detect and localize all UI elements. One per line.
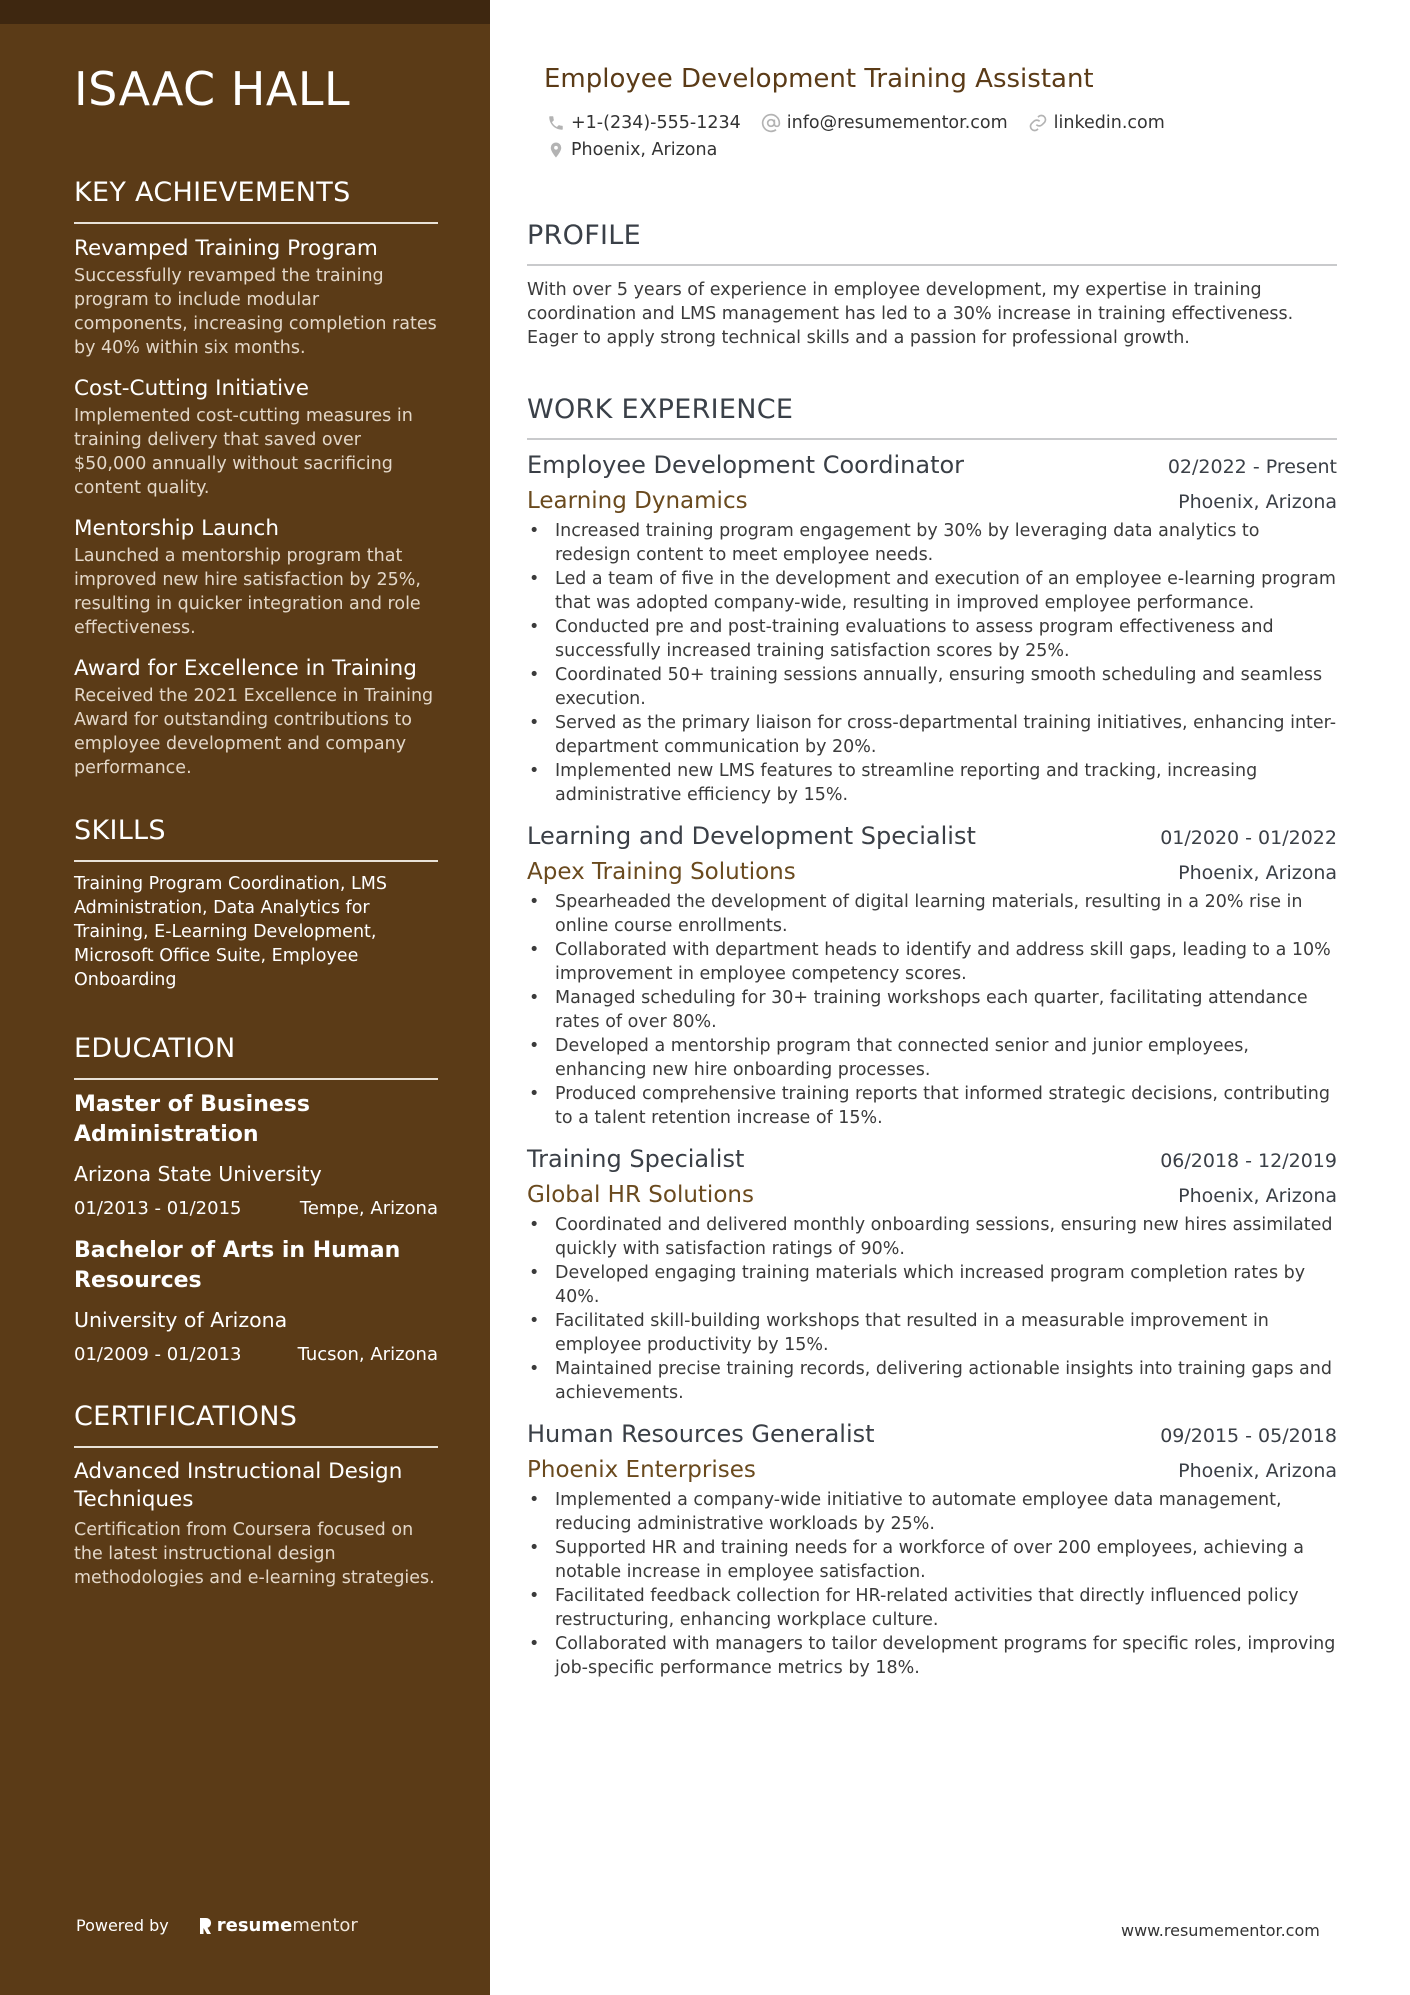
profile-text: With over 5 years of experience in employee development, my expertise in training coordination and LMS management has led to a 30% increase in training effectiveness. Eager to apply strong technical skills and a passion for professional growth. bbox=[527, 280, 1294, 348]
education-dates: 01/2009 - 01/2013 bbox=[74, 1344, 242, 1365]
achievement-description: Received the 2021 Excellence in Training Award for outstanding contributions to employee development and company performance. bbox=[74, 686, 434, 778]
location-pin-icon bbox=[547, 140, 565, 160]
resumementor-logo[interactable] bbox=[197, 1915, 358, 1936]
phone-icon bbox=[547, 114, 565, 132]
achievement-item bbox=[74, 654, 438, 780]
job-role: Employee Development Coordinator bbox=[527, 451, 965, 479]
job-bullet: • Managed scheduling for 30+ training workshops each quarter, facilitating attendance rates of over 80%. bbox=[527, 986, 1337, 1034]
achievement-title: Cost-Cutting Initiative bbox=[74, 376, 310, 401]
job-bullet: • Increased training program engagement by 30% by leveraging data analytics to redesign content to meet employee needs. bbox=[527, 519, 1337, 567]
education-location: Tucson, Arizona bbox=[297, 1344, 438, 1365]
contact-location bbox=[547, 140, 717, 160]
contact-row bbox=[547, 113, 1185, 133]
job-header bbox=[527, 819, 1337, 853]
achievement-item bbox=[74, 234, 438, 360]
skills-list: Training Program Coordination, LMS Administration, Data Analytics for Training, E-Learning Development, Microsoft Office Suite, Employee Onboarding bbox=[74, 874, 387, 990]
job-bullets bbox=[527, 519, 1337, 807]
job-bullet: • Served as the primary liaison for cross-departmental training initiatives, enhancing inter-department communication by 20%. bbox=[527, 711, 1337, 759]
phone-text: +1-(234)-555-1234 bbox=[571, 113, 741, 133]
job-role: Human Resources Generalist bbox=[527, 1420, 875, 1448]
education-school: Arizona State University bbox=[74, 1162, 322, 1186]
job-company: Apex Training Solutions bbox=[527, 859, 796, 885]
education-item bbox=[74, 1236, 438, 1368]
job-bullet: • Spearheaded the development of digital learning materials, resulting in a 20% rise in online course enrollments. bbox=[527, 890, 1337, 938]
job-bullet: • Implemented new LMS features to streamline reporting and tracking, increasing administrative efficiency by 15%. bbox=[527, 759, 1337, 807]
contact-email[interactable] bbox=[761, 113, 1008, 133]
job-header bbox=[527, 1142, 1337, 1176]
website-link[interactable]: www.resumementor.com bbox=[1121, 1921, 1320, 1940]
job-company: Global HR Solutions bbox=[527, 1182, 754, 1208]
email-text: info@resumementor.com bbox=[786, 113, 1008, 133]
job-bullets bbox=[527, 890, 1337, 1130]
candidate-name: ISAAC HALL bbox=[74, 62, 351, 116]
education-meta bbox=[74, 1342, 438, 1368]
contact-row-location bbox=[547, 140, 737, 160]
location-text: Phoenix, Arizona bbox=[571, 140, 718, 160]
education-location: Tempe, Arizona bbox=[299, 1198, 438, 1219]
certifications-heading: CERTIFICATIONS bbox=[74, 1400, 438, 1448]
experience-item bbox=[527, 448, 1337, 807]
profile-heading: PROFILE bbox=[527, 219, 1337, 266]
contact-phone[interactable] bbox=[547, 113, 741, 133]
education-school: University of Arizona bbox=[74, 1308, 288, 1332]
experience-item bbox=[527, 1142, 1337, 1405]
logo-text-light: mentor bbox=[292, 1915, 358, 1936]
achievement-item bbox=[74, 374, 438, 500]
experience-item bbox=[527, 819, 1337, 1130]
achievement-title: Revamped Training Program bbox=[74, 236, 378, 261]
job-bullet: • Implemented a company-wide initiative to automate employee data management, reducing administrative workloads by 25%. bbox=[527, 1488, 1337, 1536]
job-header bbox=[527, 1417, 1337, 1451]
experience-heading: WORK EXPERIENCE bbox=[527, 393, 1337, 440]
job-subheader bbox=[527, 856, 1337, 888]
job-location: Phoenix, Arizona bbox=[1178, 1460, 1337, 1482]
achievement-description: Launched a mentorship program that improved new hire satisfaction by 25%, resulting in quicker integration and role effectiveness. bbox=[74, 546, 421, 638]
certification-description: Certification from Coursera focused on the latest instructional design methodologies and e-learning strategies. bbox=[74, 1520, 435, 1588]
skills-section bbox=[74, 814, 438, 992]
job-subheader bbox=[527, 1454, 1337, 1486]
sidebar-top-bar bbox=[0, 0, 490, 24]
job-subheader bbox=[527, 1179, 1337, 1211]
job-bullet: • Developed engaging training materials which increased program completion rates by 40%. bbox=[527, 1261, 1337, 1309]
job-dates: 06/2018 - 12/2019 bbox=[1160, 1150, 1337, 1172]
certification-item bbox=[74, 1458, 438, 1590]
achievement-item bbox=[74, 514, 438, 640]
job-bullet: • Developed a mentorship program that connected senior and junior employees, enhancing new hire onboarding processes. bbox=[527, 1034, 1337, 1082]
job-bullet: • Coordinated 50+ training sessions annually, ensuring smooth scheduling and seamless execution. bbox=[527, 663, 1337, 711]
experience-item bbox=[527, 1417, 1337, 1680]
job-bullet: • Led a team of five in the development and execution of an employee e-learning program that was adopted company-wide, resulting in improved employee performance. bbox=[527, 567, 1337, 615]
job-dates: 01/2020 - 01/2022 bbox=[1160, 827, 1337, 849]
education-heading: EDUCATION bbox=[74, 1032, 438, 1080]
achievement-title: Mentorship Launch bbox=[74, 516, 279, 541]
education-dates: 01/2013 - 01/2015 bbox=[74, 1198, 242, 1219]
job-bullet: • Supported HR and training needs for a workforce of over 200 employees, achieving a notable increase in employee satisfaction. bbox=[527, 1536, 1337, 1584]
job-bullet: • Collaborated with managers to tailor development programs for specific roles, improving job-specific performance metrics by 18%. bbox=[527, 1632, 1337, 1680]
education-item bbox=[74, 1090, 438, 1222]
achievement-description: Successfully revamped the training program to include modular components, increasing completion rates by 40% within six months. bbox=[74, 266, 437, 358]
job-bullet: • Collaborated with department heads to identify and address skill gaps, leading to a 10% improvement in employee competency scores. bbox=[527, 938, 1337, 986]
education-degree: Master of Business Administration bbox=[74, 1092, 310, 1147]
job-location: Phoenix, Arizona bbox=[1178, 491, 1337, 513]
job-bullet: • Maintained precise training records, delivering actionable insights into training gaps and achievements. bbox=[527, 1357, 1337, 1405]
job-bullet: • Facilitated skill-building workshops that resulted in a measurable improvement in employee productivity by 15%. bbox=[527, 1309, 1337, 1357]
sidebar-content bbox=[74, 60, 438, 1590]
job-role: Learning and Development Specialist bbox=[527, 822, 976, 850]
job-location: Phoenix, Arizona bbox=[1178, 862, 1337, 884]
education-section bbox=[74, 1032, 438, 1368]
job-header bbox=[527, 448, 1337, 482]
powered-by bbox=[76, 1915, 358, 1936]
logo-text-bold: resume bbox=[216, 1915, 293, 1936]
education-degree: Bachelor of Arts in Human Resources bbox=[74, 1238, 401, 1293]
powered-by-label: Powered by bbox=[76, 1916, 169, 1935]
link-icon bbox=[1028, 113, 1048, 133]
achievements-heading: KEY ACHIEVEMENTS bbox=[74, 176, 438, 224]
achievements-section bbox=[74, 176, 438, 780]
resumementor-logo-icon bbox=[197, 1916, 213, 1936]
at-sign-icon bbox=[761, 113, 781, 133]
job-bullets bbox=[527, 1213, 1337, 1405]
job-dates: 02/2022 - Present bbox=[1167, 456, 1337, 478]
job-dates: 09/2015 - 05/2018 bbox=[1160, 1425, 1337, 1447]
job-bullet: • Conducted pre and post-training evaluations to assess program effectiveness and successfully increased training satisfaction scores by 25%. bbox=[527, 615, 1337, 663]
job-bullet: • Facilitated feedback collection for HR-related activities that directly influenced policy restructuring, enhancing workplace culture. bbox=[527, 1584, 1337, 1632]
sidebar bbox=[0, 0, 490, 1995]
achievement-description: Implemented cost-cutting measures in training delivery that saved over $50,000 annually without sacrificing content quality. bbox=[74, 406, 413, 498]
job-company: Learning Dynamics bbox=[527, 488, 748, 514]
linkedin-text: linkedin.com bbox=[1053, 113, 1165, 133]
job-bullets bbox=[527, 1488, 1337, 1680]
job-company: Phoenix Enterprises bbox=[527, 1457, 756, 1483]
skills-heading: SKILLS bbox=[74, 814, 438, 862]
job-role: Training Specialist bbox=[527, 1145, 745, 1173]
education-meta bbox=[74, 1196, 438, 1222]
headline: Employee Development Training Assistant bbox=[544, 64, 1094, 94]
achievement-title: Award for Excellence in Training bbox=[74, 656, 417, 681]
experience-list bbox=[527, 448, 1337, 1692]
job-bullet: • Coordinated and delivered monthly onboarding sessions, ensuring new hires assimilated quickly with satisfaction ratings of 90%. bbox=[527, 1213, 1337, 1261]
job-location: Phoenix, Arizona bbox=[1178, 1185, 1337, 1207]
job-bullet: • Produced comprehensive training reports that informed strategic decisions, contributing to a talent retention increase of 15%. bbox=[527, 1082, 1337, 1130]
contact-linkedin[interactable] bbox=[1028, 113, 1165, 133]
certification-title: Advanced Instructional Design Techniques bbox=[74, 1459, 403, 1512]
certifications-section bbox=[74, 1400, 438, 1590]
job-subheader bbox=[527, 485, 1337, 517]
